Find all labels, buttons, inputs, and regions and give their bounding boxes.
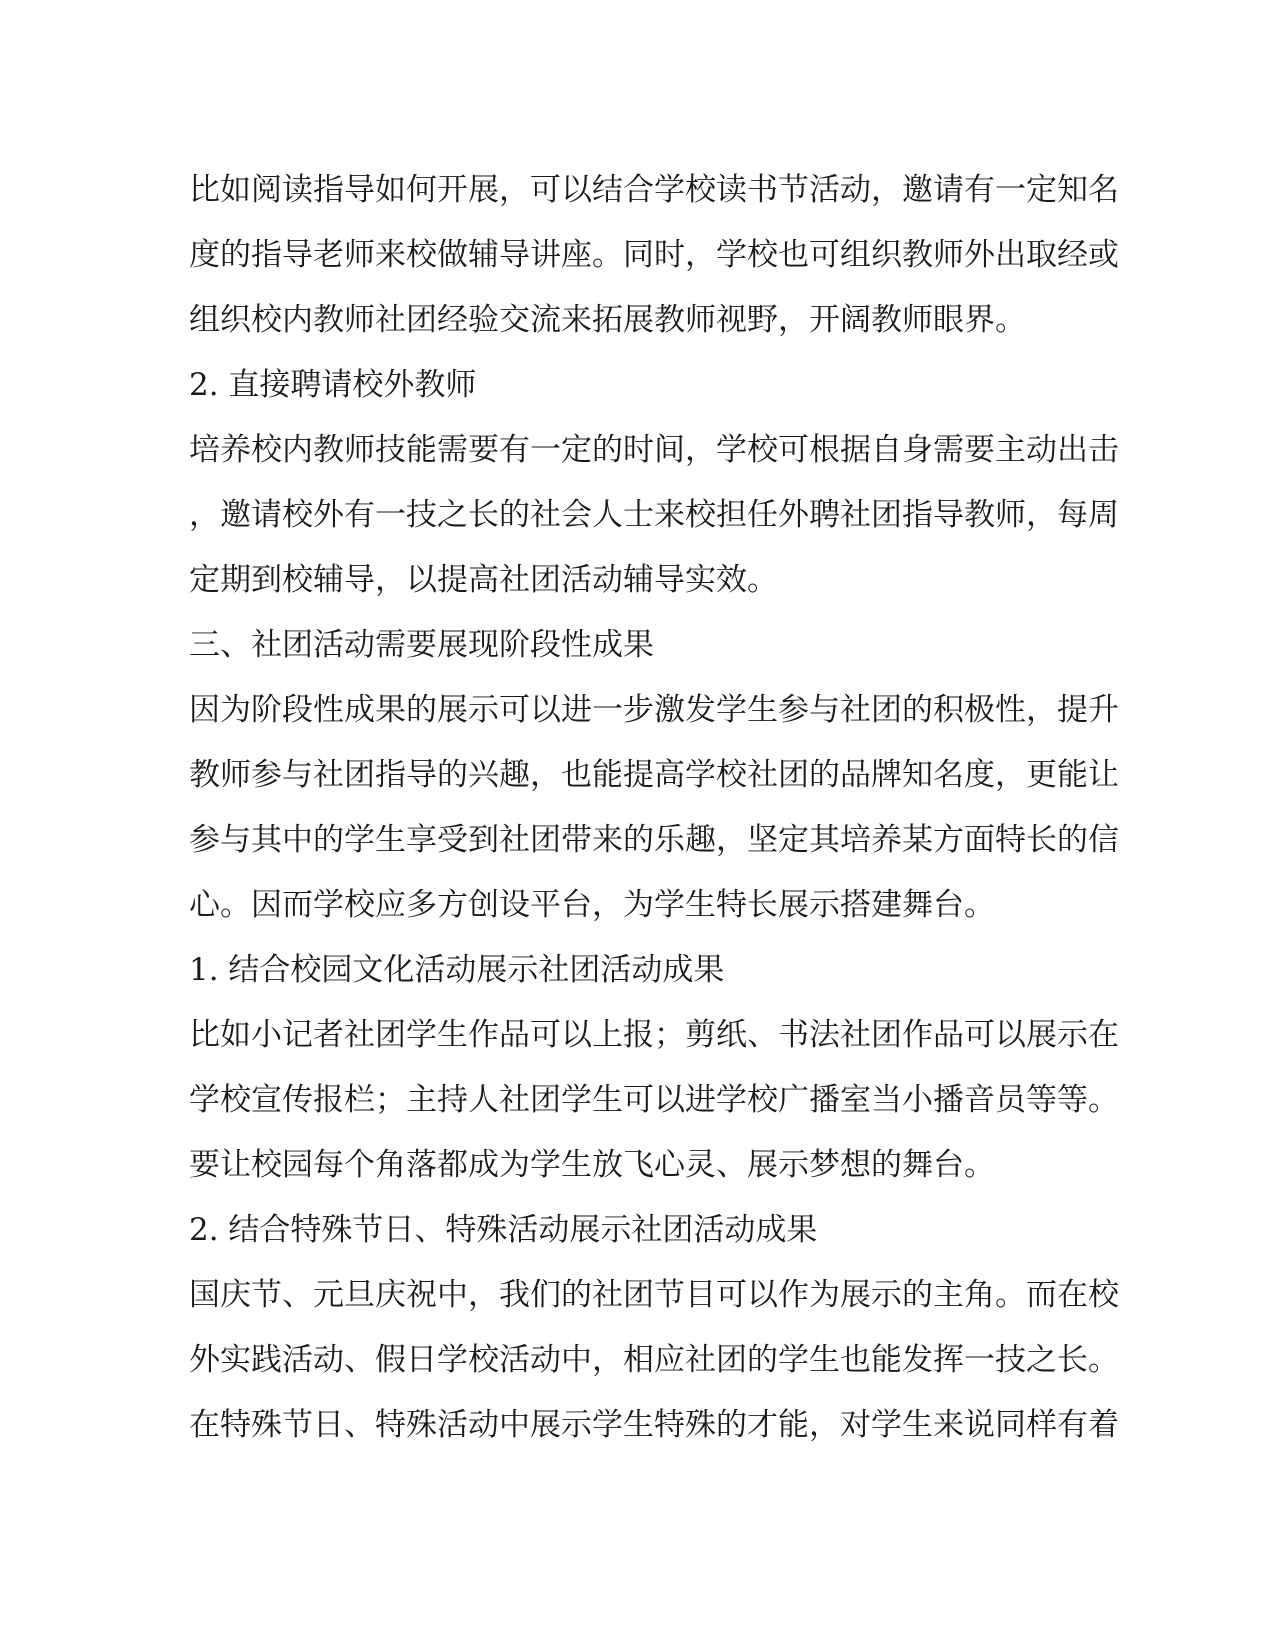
- text-line: 在特殊节日、特殊活动中展示学生特殊的才能，对学生来说同样有着: [189, 1407, 1119, 1443]
- body-text: [189, 158, 1119, 1458]
- text-line: 参与其中的学生享受到社团带来的乐趣，坚定其培养某方面特长的信: [189, 822, 1119, 858]
- text-line: 因为阶段性成果的展示可以进一步激发学生参与社团的积极性，提升: [189, 692, 1119, 728]
- section-heading: 2. 直接聘请校外教师: [189, 367, 477, 403]
- text-line: 要让校园每个角落都成为学生放飞心灵、展示梦想的舞台。: [189, 1147, 995, 1183]
- text-line: 外实践活动、假日学校活动中，相应社团的学生也能发挥一技之长。: [189, 1342, 1119, 1378]
- text-line: 学校宣传报栏；主持人社团学生可以进学校广播室当小播音员等等。: [189, 1082, 1119, 1118]
- section-heading: 2. 结合特殊节日、特殊活动展示社团活动成果: [189, 1212, 818, 1248]
- text-line: ，邀请校外有一技之长的社会人士来校担任外聘社团指导教师，每周: [189, 497, 1119, 533]
- text-line: 培养校内教师技能需要有一定的时间，学校可根据自身需要主动出击: [189, 432, 1119, 468]
- section-heading: 1. 结合校园文化活动展示社团活动成果: [189, 952, 725, 988]
- text-line: 比如小记者社团学生作品可以上报；剪纸、书法社团作品可以展示在: [189, 1017, 1119, 1053]
- text-line: 国庆节、元旦庆祝中，我们的社团节目可以作为展示的主角。而在校: [189, 1277, 1119, 1313]
- text-line: 比如阅读指导如何开展，可以结合学校读书节活动，邀请有一定知名: [189, 172, 1119, 208]
- text-line: 定期到校辅导，以提高社团活动辅导实效。: [189, 562, 778, 598]
- text-line: 心。因而学校应多方创设平台，为学生特长展示搭建舞台。: [189, 887, 995, 923]
- section-heading: 三、社团活动需要展现阶段性成果: [189, 627, 654, 663]
- text-line: 组织校内教师社团经验交流来拓展教师视野，开阔教师眼界。: [189, 302, 1026, 338]
- text-line: 教师参与社团指导的兴趣，也能提高学校社团的品牌知名度，更能让: [189, 757, 1119, 793]
- text-line: 度的指导老师来校做辅导讲座。同时，学校也可组织教师外出取经或: [189, 237, 1119, 273]
